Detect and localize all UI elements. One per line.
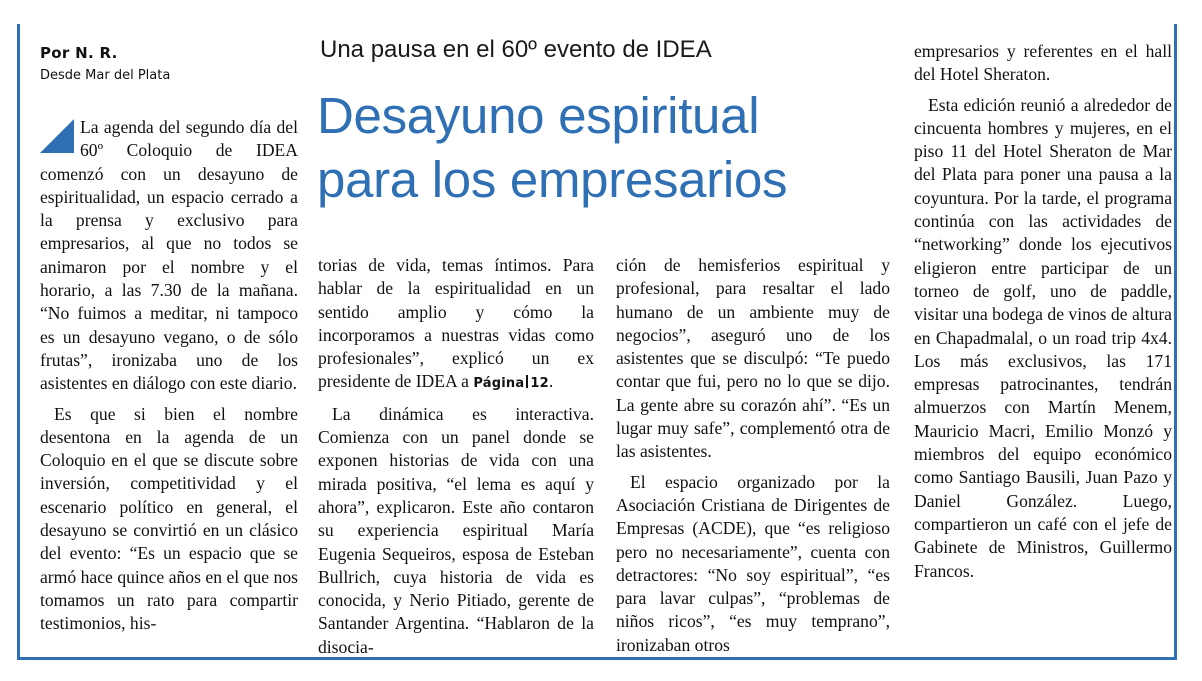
byline-location: Desde Mar del Plata: [40, 68, 171, 83]
paragraph-text: La agenda del segundo día del 60º Coloquio de IDEA comenzó con un desayuno de espiritualidad, un espacio cerrado a la prensa y exclusivo para empresarios, al que no todos se animaron por el nombre y el horario, a las 7.30 de la mañana. “No fuimos a meditar, ni tampoco es un desayuno vegano, o de sólo frutas”, ironizaba uno de los asistentes en diálogo con este diario.: [40, 117, 298, 394]
byline-author: Por N. R.: [40, 44, 118, 62]
column-1: [40, 116, 298, 643]
logo-number: 12: [530, 376, 549, 392]
headline: [317, 84, 787, 212]
byline: [40, 44, 170, 83]
paragraph: El espacio organizado por la Asociación Cristiana de Dirigentes de Empresas (ACDE), que “es religioso pero no necesariamente”, cuenta con detractores: “No soy espiritual”, “es para lavar culpas”, “problemas de niños ricos”, “es muy temprano”, ironizaban otros: [616, 471, 890, 655]
kicker: Una pausa en el 60º evento de IDEA: [320, 36, 712, 63]
paragraph: torias de vida, temas íntimos. Para hablar de la espiritualidad en un sentido amplio y cómo la incorporamos a nuestras vidas como profesionales”, explicó un ex presidente de IDEA a Página 12.: [318, 255, 594, 392]
headline-line-2: para los empresarios: [317, 151, 788, 208]
paragraph-text: torias de vida, temas íntimos. Para hablar de la espiritualidad en un sentido amplio y cómo la incorporamos a nuestras vidas como profesionales”, explicó un ex presidente de IDEA a: [318, 255, 594, 392]
paragraph: Esta edición reunió a alrededor de cincuenta hombres y mujeres, en el piso 11 del Hotel Sheraton de Mar del Plata para poner una pausa a la coyuntura. Por la tarde, el programa continúa con las actividades de “networking” donde los ejecutivos eligieron entre participar de un torneo de golf, uno de paddle, visitar una bodega de vinos de altura en Chapadmalal, o un road trip 4x4. Los más exclusivos, las 171 empresas patrocinantes, tendrán almuerzos con Martín Menem, Mauricio Macri, Emilio Monzó y miembros del equipo económico como Santiago Bausili, Juan Pazo y Daniel González. Luego, compartieron un café con el jefe de Gabinete de Ministros, Guillermo Francos.: [914, 94, 1172, 581]
drop-triangle-icon: [40, 119, 74, 153]
logo-divider: [526, 375, 528, 388]
paragraph: empresarios y referentes en el hall del Hotel Sheraton.: [914, 41, 1172, 85]
column-3: [616, 254, 890, 660]
paragraph: La dinámica es interactiva. Comienza con un panel donde se exponen historias de vida con una mirada positiva, “el lema es aquí y ahora”, explicaron. Este año contaron su experiencia espiritual María Eugenia Sequeiros, esposa de Esteban Bullrich, cuya historia de vida es conocida, y Nerio Pitiado, gerente de Santander Argentina. “Hablaron de la disocia-: [318, 403, 594, 657]
headline-line-1: Desayuno espiritual: [317, 87, 760, 144]
column-4: [914, 40, 1172, 590]
logo-word: Página: [473, 376, 525, 392]
paragraph: ción de hemisferios espiritual y profesional, para resaltar el lado humano de un ambiente muy de negocios”, aseguró uno de los asistentes que se disculpó: “Te puedo contar que fui, pero no lo que se dijo. La gente abre su corazón ahí”. “Es un lugar muy safe”, complementó otra de las asistentes.: [616, 255, 890, 462]
article: [17, 24, 1177, 660]
pagina12-logo: [473, 376, 548, 391]
paragraph: [40, 116, 298, 396]
paragraph: Es que si bien el nombre desentona en la agenda de un Coloquio en el que se discute sobre inversión, competitividad y el escenario político en general, el desayuno se convirtió en un clásico del evento: “Es un espacio que se armó hace quince años en el que nos tomamos un rato para compartir testimonios, his-: [40, 403, 298, 634]
column-2: [318, 254, 594, 660]
